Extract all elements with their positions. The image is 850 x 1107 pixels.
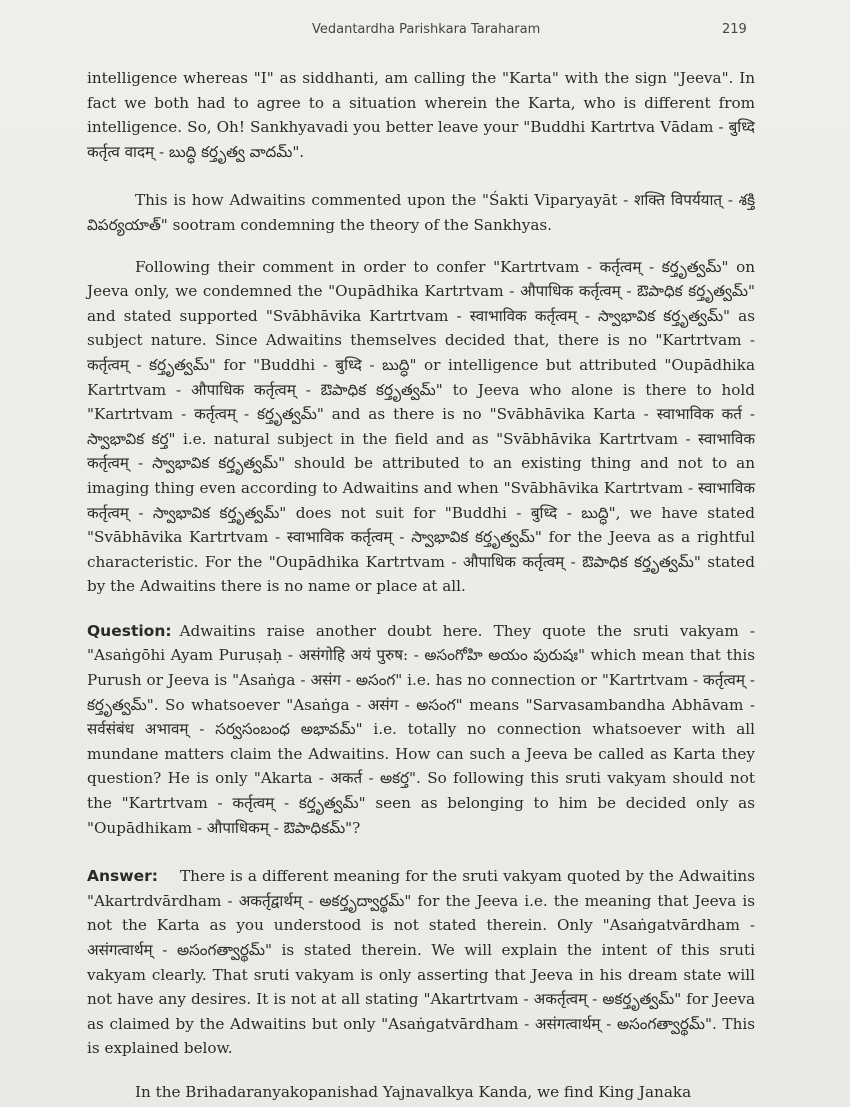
- page-number: 219: [722, 22, 747, 37]
- running-title: Vedantardha Parishkara Taraharam: [312, 22, 541, 37]
- paragraph-continuation: intelligence whereas "I" as siddhanti, am calling the "Karta" with the sign "Jeeva". In fact we both had to agree to a situation wherein the Karta, who is different from intelligence. So, Oh! Sankhyavadi you better leave your "Buddhi Kartrtva Vādam - बुध्दि कर्तृत्व वादम् - బుద్ధి కర్తృత్వ వాదమ్".: [87, 69, 755, 161]
- answer-text: There is a different meaning for the sruti vakyam quoted by the Adwaitins "Akartrdvārdham - अकर्तृद्वार्थम् - అకర్తృద్వార్థమ్" for the Jeeva i.e. the meaning that Jeeva is not the Karta as you understood is not stated therein. Only "Asaṅgatvārdham - असंगत्वार्थम् - అసంగత్వార్థమ్" is stated therein. We will explain the intent of this sruti vakyam clearly. That sruti vakyam is only asserting that Jeeva in his dream state will not have any desires. It is not at all stating "Akartrtvam - अकर्तृत्वम् - అకర్తృత్వమ్" for Jeeva as claimed by the Adwaitins but only "Asaṅgatvārdham - असंगत्वार्थम् - అసంగత్వార్థమ్". This is explained below.: [87, 867, 755, 1058]
- answer-label: Answer:: [87, 867, 158, 886]
- paragraph-answer: [87, 864, 755, 1061]
- paragraph-brihadaranyaka: In the Brihadaranyakopanishad Yajnavalkya Kanda, we find King Janaka: [135, 1082, 692, 1101]
- body-text: [87, 66, 755, 1105]
- paragraph-sakti-viparyayat: This is how Adwaitins commented upon the "Śakti Viparyayāt - शक्ति विपर्ययात् - శక్తి విపర్యయాత్" sootram condemning the theory of the Sankhyas.: [87, 191, 755, 234]
- running-header: [0, 22, 850, 42]
- question-text: Adwaitins raise another doubt here. They quote the sruti vakyam - "Asaṅgōhi Ayam Puruṣaḥ - असंगोहि अयं पुरुष: - అసంగోహి అయం పురుషః" which mean that this Purush or Jeeva is "Asaṅga - असंग - అసంగ" i.e. has no connection or "Kartrtvam - कर्तृत्वम् - కర్తృత్వమ్". So whatsoever "Asaṅga - असंग - అసంగ" means "Sarvasambandha Abhāvam - सर्वसंबंध अभावम् - సర్వసంబంధ అభావమ్" i.e. totally no connection whatsoever with all mundane matters claim the Adwaitins. How can such a Jeeva be called as Karta they question? He is only "Akarta - अकर्त - అకర్త". So following this sruti vakyam should not the "Kartrtvam - कर्तृत्वम् - కర్తృత్వమ్" seen as belonging to him be decided only as "Oupādhikam - औपाधिकम् - ఔపాధికమ్"?: [87, 621, 755, 837]
- paragraph-kartrtvam: Following their comment in order to confer "Kartrtvam - कर्तृत्वम् - కర్తృత్వమ్" on Jeeva only, we condemned the "Oupādhika Kartrtvam - औपाधिक कर्तृत्वम् - ఔపాధిక కర్తృత్వమ్" and stated supported "Svābhāvika Kartrtvam - स्वाभाविक कर्तृत्वम् - స్వాభావిక కర్తృత్వమ్" as subject nature. Since Adwaitins themselves decided that, there is no "Kartrtvam - कर्तृत्वम् - కర్తృత్వమ్" for "Buddhi - बुध्दि - బుద్ధి" or intelligence but attributed "Oupādhika Kartrtvam - औपाधिक कर्तृत्वम् - ఔపాధిక కర్తృత్వమ్" to Jeeva who alone is there to hold "Kartrtvam - कर्तृत्वम् - కర్తృత్వమ్" and as there is no "Svābhāvika Karta - स्वाभाविक कर्त - స్వాభావిక కర్త" i.e. natural subject in the field and as "Svābhāvika Kartrtvam - स्वाभाविक कर्तृत्वम् - స్వాభావిక కర్తృత్వమ్" should be attributed to an existing thing and not to an imaging thing even according to Adwaitins and when "Svābhāvika Kartrtvam - स्वाभाविक कर्तृत्वम् - స్వాభావిక కర్తృత్వమ్" does not suit for "Buddhi - बुध्दि - బుద్ధి", we have stated "Svābhāvika Kartrtvam - स्वाभाविक कर्तृत्वम् - స్వాభావిక కర్తృత్వమ్" for the Jeeva as a rightful characteristic. For the "Oupādhika Kartrtvam - औपाधिक कर्तृत्वम् - ఔపాధిక కర్తృత్వమ్" stated by the Adwaitins there is no name or place at all.: [87, 257, 755, 596]
- paragraph-question: [87, 619, 755, 840]
- question-label: Question:: [87, 621, 172, 640]
